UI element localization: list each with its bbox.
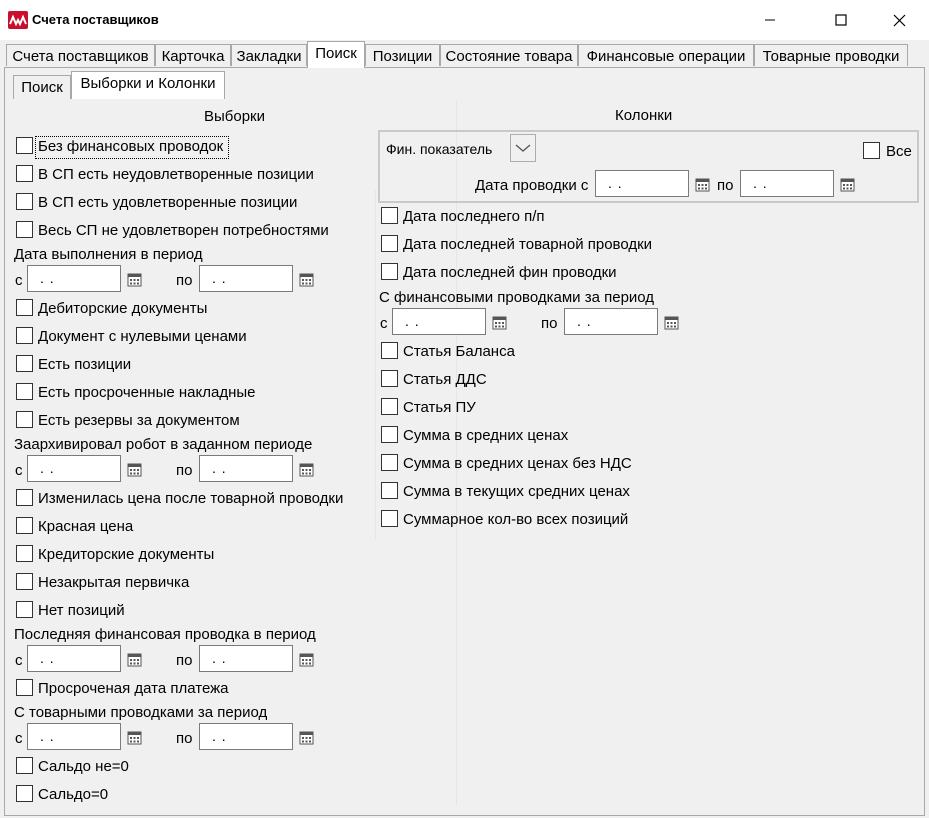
checkbox-price-changed[interactable] — [16, 489, 33, 506]
date-from-input[interactable]: . . — [27, 265, 121, 292]
from-label: с — [380, 315, 388, 332]
tab-supplier-invoices[interactable]: Счета поставщиков — [6, 44, 155, 66]
date-to-input[interactable]: . . — [740, 170, 834, 197]
from-label: с — [15, 652, 23, 669]
calendar-icon[interactable] — [127, 730, 142, 745]
checkbox-label: Все — [886, 143, 912, 160]
date-to-input[interactable]: . . — [564, 308, 658, 335]
checkbox-red-price[interactable] — [16, 517, 33, 534]
close-button[interactable] — [876, 0, 922, 40]
calendar-icon[interactable] — [664, 315, 679, 330]
calendar-icon[interactable] — [299, 730, 314, 745]
calendar-icon[interactable] — [299, 272, 314, 287]
period-label: Дата выполнения в период — [14, 246, 203, 263]
checkbox-pl-article[interactable] — [381, 398, 398, 415]
period-label: С товарными проводками за период — [14, 704, 268, 721]
checkbox-label: Незакрытая первичка — [38, 574, 190, 591]
tab-search[interactable]: Поиск — [307, 41, 365, 68]
calendar-icon[interactable] — [695, 177, 710, 192]
checkbox-label: Сумма в средних ценах — [403, 427, 569, 444]
period-label: С финансовыми проводками за период — [379, 289, 655, 306]
calendar-icon[interactable] — [127, 652, 142, 667]
from-label: с — [15, 272, 23, 289]
checkbox-label: Статья ДДС — [403, 371, 487, 388]
checkbox-label: Есть просроченные накладные — [38, 384, 256, 401]
subtab-search[interactable]: Поиск — [13, 75, 71, 99]
date-to-input[interactable]: . . — [199, 455, 293, 482]
checkbox-avg-price-sum-no-vat[interactable] — [381, 454, 398, 471]
checkbox-zero-prices[interactable] — [16, 327, 33, 344]
checkbox-label: Весь СП не удовлетворен потребностями — [38, 222, 329, 239]
checkbox-label: Статья ПУ — [403, 399, 476, 416]
checkbox-label: Дебиторские документы — [38, 300, 208, 317]
checkbox-label: Просроченая дата платежа — [38, 680, 229, 697]
calendar-icon[interactable] — [127, 272, 142, 287]
to-label: по — [176, 462, 193, 479]
checkbox-label: Нет позиций — [38, 602, 125, 619]
to-label: по — [176, 730, 193, 747]
date-to-input[interactable]: . . — [199, 265, 293, 292]
checkbox-label: Сальдо=0 — [38, 786, 109, 803]
checkbox-not-satisfied[interactable] — [16, 221, 33, 238]
checkbox-overdue-invoices[interactable] — [16, 383, 33, 400]
checkbox-label: Есть резервы за документом — [38, 412, 240, 429]
date-to-input[interactable]: . . — [199, 645, 293, 672]
checkbox-label: Дата последней фин проводки — [403, 264, 617, 281]
date-from-input[interactable]: . . — [27, 645, 121, 672]
minimize-button[interactable] — [747, 0, 793, 40]
checkbox-all[interactable] — [863, 142, 880, 159]
checkbox-label: Красная цена — [38, 518, 134, 535]
main-tabs — [0, 40, 929, 68]
divider — [375, 190, 376, 540]
checkbox-unsatisfied-positions[interactable] — [16, 165, 33, 182]
from-label: с — [15, 462, 23, 479]
checkbox-label: Сумма в средних ценах без НДС — [403, 455, 632, 472]
chevron-down-icon — [511, 135, 535, 161]
checkbox-avg-price-sum[interactable] — [381, 426, 398, 443]
checkbox-reserves[interactable] — [16, 411, 33, 428]
date-from-input[interactable]: . . — [392, 308, 486, 335]
checkbox-label: Изменилась цена после товарной проводки — [38, 490, 344, 507]
posting-date-label: Дата проводки с — [475, 177, 589, 194]
checkbox-balance-zero[interactable] — [16, 785, 33, 802]
checkbox-label: Сальдо не=0 — [38, 758, 129, 775]
financial-indicator-label: Фин. показатель — [386, 141, 493, 157]
checkbox-last-payment-date[interactable] — [381, 207, 398, 224]
subtab-selections-columns[interactable]: Выборки и Колонки — [71, 71, 225, 99]
date-from-input[interactable]: . . — [595, 170, 689, 197]
tab-card[interactable]: Карточка — [155, 44, 231, 66]
tab-financial-operations[interactable]: Финансовые операции — [578, 44, 754, 66]
calendar-icon[interactable] — [299, 652, 314, 667]
columns-title: Колонки — [615, 107, 673, 124]
checkbox-balance-article[interactable] — [381, 342, 398, 359]
to-label: по — [541, 315, 558, 332]
checkbox-label: В СП есть неудовлетворенные позиции — [38, 166, 314, 183]
to-label: по — [176, 652, 193, 669]
checkbox-total-quantity[interactable] — [381, 510, 398, 527]
checkbox-label: Сумма в текущих средних ценах — [403, 483, 630, 500]
checkbox-label: Кредиторские документы — [38, 546, 215, 563]
checkbox-unclosed-primary[interactable] — [16, 573, 33, 590]
checkbox-label: Без финансовых проводок — [38, 138, 224, 155]
tab-goods-postings[interactable]: Товарные проводки — [754, 44, 908, 66]
tab-bookmarks[interactable]: Закладки — [231, 44, 307, 66]
checkbox-overdue-payment[interactable] — [16, 679, 33, 696]
checkbox-label: Документ с нулевыми ценами — [38, 328, 247, 345]
calendar-icon[interactable] — [492, 315, 507, 330]
checkbox-current-avg-price-sum[interactable] — [381, 482, 398, 499]
checkbox-no-financial-postings[interactable] — [16, 137, 33, 154]
to-label: по — [717, 177, 734, 194]
focus-indicator — [35, 136, 229, 159]
to-label: по — [176, 272, 193, 289]
checkbox-label: Есть позиции — [38, 356, 132, 373]
date-from-input[interactable]: . . — [27, 455, 121, 482]
from-label: с — [15, 730, 23, 747]
calendar-icon[interactable] — [127, 462, 142, 477]
financial-indicator-dropdown[interactable] — [510, 134, 536, 162]
checkbox-satisfied-positions[interactable] — [16, 193, 33, 210]
calendar-icon[interactable] — [840, 177, 855, 192]
selections-title: Выборки — [204, 108, 266, 125]
checkbox-last-goods-posting[interactable] — [381, 235, 398, 252]
date-from-input[interactable]: . . — [27, 723, 121, 750]
period-label: Заархивировал робот в заданном периоде — [14, 436, 313, 453]
title-bar — [0, 0, 929, 40]
tab-goods-state[interactable]: Состояние товара — [440, 44, 578, 66]
window-title: Счета поставщиков — [32, 12, 159, 27]
maximize-button[interactable] — [818, 0, 864, 40]
tab-positions[interactable]: Позиции — [365, 44, 440, 66]
date-to-input[interactable]: . . — [199, 723, 293, 750]
checkbox-cashflow-article[interactable] — [381, 370, 398, 387]
checkbox-label: Дата последней товарной проводки — [403, 236, 653, 253]
calendar-icon[interactable] — [299, 462, 314, 477]
checkbox-label: Суммарное кол-во всех позиций — [403, 511, 629, 528]
period-label: Последняя финансовая проводка в период — [14, 626, 316, 643]
checkbox-debtor-docs[interactable] — [16, 299, 33, 316]
checkbox-last-fin-posting[interactable] — [381, 263, 398, 280]
checkbox-has-positions[interactable] — [16, 355, 33, 372]
checkbox-balance-nonzero[interactable] — [16, 757, 33, 774]
divider — [456, 100, 457, 805]
checkbox-no-positions[interactable] — [16, 601, 33, 618]
app-logo-icon — [8, 11, 28, 29]
checkbox-label: Статья Баланса — [403, 343, 515, 360]
checkbox-label: Дата последнего п/п — [403, 208, 545, 225]
checkbox-creditor-docs[interactable] — [16, 545, 33, 562]
checkbox-label: В СП есть удовлетворенные позиции — [38, 194, 298, 211]
